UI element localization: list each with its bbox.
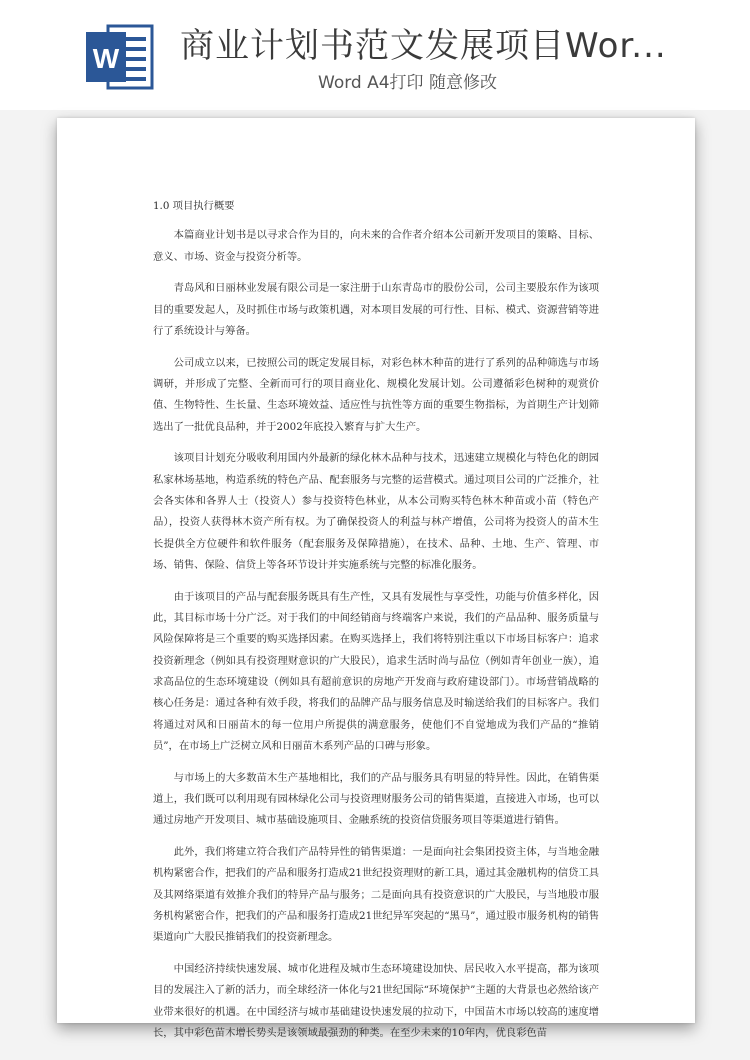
document-content [153, 196, 599, 1055]
paragraph: 公司成立以来，已按照公司的既定发展目标，对彩色林木种苗的进行了系列的品种筛选与市场调研，并形成了完整、全新而可行的项目商业化、规模化发展计划。公司遵循彩色树种的观赏价值、生物特性、生长量、生态环境效益、适应性与抗性等方面的重要生物指标，为首期生产计划筛选出了一批优良品种，并于2002年底投入繁育与扩大生产。 [153, 356, 599, 433]
section-heading: 1.0 项目执行概要 [153, 200, 235, 212]
document-page [57, 118, 695, 1039]
paragraph: 本篇商业计划书是以寻求合作为目的，向未来的合作者介绍本公司新开发项目的策略、目标、意义、市场、资金与投资分析等。 [153, 229, 599, 263]
svg-text:W: W [92, 43, 120, 74]
paragraph: 由于该项目的产品与配套服务既具有生产性，又具有发展性与享受性，功能与价值多样化，因此，其目标市场十分广泛。对于我们的中间经销商与终端客户来说，我们的产品品种、服务质量与风险保障将是三个重要的购买选择因素。在购买选择上，我们将特别注重以下市场目标客户：追求投资新理念（例如具有投资理财意识的广大股民），追求生活时尚与品位（例如青年创业一族），追求高品位的生态环境建设（例如具有超前意识的房地产开发商与政府建设部门）。市场营销战略的核心任务是：通过各种有效手段，将我们的品牌产品与服务信息及时输送给我们的目标客户。我们将通过对风和日丽苗木的每一位用户所提供的满意服务，使他们不自觉地成为我们产品的“推销员”，在市场上广泛树立风和日丽苗木系列产品的口碑与形象。 [153, 590, 599, 752]
paragraph: 青岛风和日丽林业发展有限公司是一家注册于山东青岛市的股份公司，公司主要股东作为该项目的重要发起人，及时抓住市场与政策机遇，对本项目发展的可行性、目标、模式、资源营销等进行了系统设计与筹备。 [153, 282, 599, 337]
paragraph: 中国经济持续快速发展、城市化进程及城市生态环境建设加快、居民收入水平提高，都为该项目的发展注入了新的活力，而全球经济一体化与21世纪国际“环境保护”主题的大背景也必然给该产业带来很好的机遇。在中国经济与城市基础建设快速发展的拉动下，中国苗木市场以较高的速度增长，其中彩色苗木增长势头是该领域最强劲的种类。在至少未来的10年内，优良彩色苗 [153, 963, 599, 1039]
document-title: 商业计划书范文发展项目Wor... [180, 26, 667, 66]
paragraph: 该项目计划充分吸收利用国内外最新的绿化林木品种与技术，迅速建立规模化与特色化的朗园私家林场基地，构造系统的特色产品、配套服务与完整的运营模式。通过项目公司的广泛推介，社会各实体和各界人士（投资人）参与投资特色林业，从本公司购买特色林木种苗或小苗（特色产品），投资人获得林木资产所有权。为了确保投资人的利益与林产增值，公司将为投资人的苗木生长提供全方位硬件和软件服务（配套服务及保障措施），在技术、品种、土地、生产、管理、市场、销售、保险、信贷上等各环节设计并实施系统与完整的标准化服务。 [153, 452, 599, 571]
word-document-icon [86, 22, 156, 92]
paragraph: 与市场上的大多数苗木生产基地相比，我们的产品与服务具有明显的特异性。因此，在销售渠道上，我们既可以利用现有园林绿化公司与投资理财服务公司的销售渠道，直接进入市场，也可以通过房地产开发项目、城市基础设施项目、金融系统的投资信贷服务项目等渠道进行销售。 [153, 771, 599, 827]
paragraph: 此外，我们将建立符合我们产品特异性的销售渠道：一是面向社会集团投资主体，与当地金融机构紧密合作，把我们的产品和服务打造成21世纪投资理财的新工具，通过其金融机构的信贷工具及其网络渠道有效推介我们的特异产品与服务；二是面向具有投资意识的广大股民，与当地股市服务机构紧密合作，把我们的产品和服务打造成21世纪异军突起的“黑马”，通过股市服务机构的销售渠道向广大股民推销我们的投资新理念。 [153, 846, 599, 944]
header [0, 0, 750, 110]
document-subtitle: Word A4打印 随意修改 [318, 73, 497, 93]
